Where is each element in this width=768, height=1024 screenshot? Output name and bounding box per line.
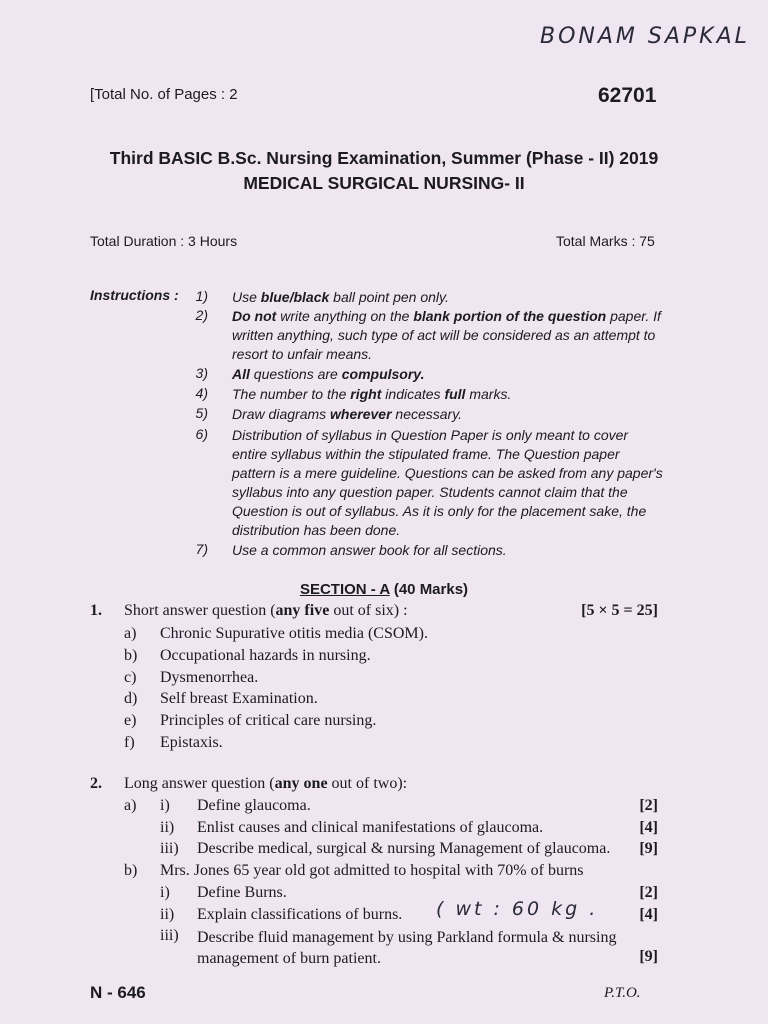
question-1-marks: [5 × 5 = 25] <box>581 602 658 619</box>
exam-title: Third BASIC B.Sc. Nursing Examination, Summer (Phase - II) 2019 <box>109 148 659 168</box>
sub-question-marks: [4] <box>639 819 658 836</box>
instruction-item: The number to the right indicates full marks. <box>232 386 512 402</box>
list-item-label: f) <box>124 734 135 751</box>
total-marks: Total Marks : 75 <box>556 233 655 249</box>
instruction-number: 2) <box>195 307 208 323</box>
instruction-item: All questions are compulsory. <box>232 366 425 382</box>
sub-question: Explain classifications of burns. <box>197 906 403 923</box>
list-item-label: a) <box>124 625 137 642</box>
instruction-number: 1) <box>195 288 208 304</box>
list-item: Principles of critical care nursing. <box>160 712 377 729</box>
sub-question-number: ii) <box>160 819 175 836</box>
question-2-stem: Long answer question (any one out of two): <box>124 775 408 792</box>
instruction-item: Do not write anything on the blank portion of the question paper. If written anything, such type of act will be considered as an attempt to resort to unfair means. <box>232 308 661 362</box>
list-item: Chronic Supurative otitis media (CSOM). <box>160 625 428 642</box>
list-item: Occupational hazards in nursing. <box>160 647 371 664</box>
footer-pto: P.T.O. <box>604 985 641 1001</box>
sub-question: Enlist causes and clinical manifestations of glaucoma. <box>197 819 544 836</box>
sub-question: Describe fluid management by using Parkland formula & nursing management of burn patient. <box>197 929 617 967</box>
list-item: Dysmenorrhea. <box>160 669 259 686</box>
paper-code: 62701 <box>598 84 657 107</box>
sub-question-number: iii) <box>160 840 179 857</box>
instruction-item: Distribution of syllabus in Question Paper is only meant to cover entire syllabus within the stipulated frame. The Question paper pattern is a mere guideline. Questions can be asked from any paper's syllabus into any question paper. Students cannot claim that the Question is out of syllabus. As it is only for the placement sake, the distribution has been done. <box>232 427 663 538</box>
section-a-heading: SECTION - A (40 Marks) <box>299 581 469 598</box>
instruction-item: Use a common answer book for all sections. <box>232 542 507 558</box>
list-item-label: c) <box>124 669 137 686</box>
sub-question-number: i) <box>160 884 170 901</box>
sub-question-marks: [9] <box>639 840 658 857</box>
total-duration: Total Duration : 3 Hours <box>90 233 238 249</box>
instruction-item: Draw diagrams wherever necessary. <box>232 406 463 422</box>
sub-question-number: i) <box>160 797 170 814</box>
instruction-number: 5) <box>195 405 208 421</box>
handwritten-weight-note: ( wt : 60 kg . <box>436 898 599 920</box>
instruction-number: 3) <box>195 365 208 381</box>
list-item-label: e) <box>124 712 137 729</box>
sub-question-marks: [4] <box>639 906 658 923</box>
handwritten-name: BONAM SAPKAL <box>540 24 750 49</box>
total-pages: [Total No. of Pages : 2 <box>90 86 238 103</box>
question-2-number: 2. <box>90 775 102 792</box>
question-2a-label: a) <box>124 797 137 814</box>
sub-question: Define glaucoma. <box>197 797 311 814</box>
instruction-number: 7) <box>195 541 208 557</box>
sub-question-marks: [2] <box>639 797 658 814</box>
instruction-item: Use blue/black ball point pen only. <box>232 289 449 305</box>
list-item: Self breast Examination. <box>160 690 318 707</box>
list-item-label: b) <box>124 647 138 664</box>
instructions-label: Instructions : <box>90 287 179 303</box>
list-item-label: d) <box>124 690 138 707</box>
sub-question-number: iii) <box>160 927 179 944</box>
instruction-number: 4) <box>195 385 208 401</box>
sub-question-marks: [2] <box>639 884 658 901</box>
list-item: Epistaxis. <box>160 734 223 751</box>
footer-code: N - 646 <box>90 983 146 1002</box>
question-2b-label: b) <box>124 862 138 879</box>
question-2b-stem: Mrs. Jones 65 year old got admitted to hospital with 70% of burns <box>160 862 584 879</box>
question-1-number: 1. <box>90 602 102 619</box>
sub-question-number: ii) <box>160 906 175 923</box>
subject-title: MEDICAL SURGICAL NURSING- II <box>243 173 525 193</box>
sub-question: Describe medical, surgical & nursing Management of glaucoma. <box>197 840 611 857</box>
sub-question: Define Burns. <box>197 884 287 901</box>
question-1-stem: Short answer question (any five out of six) : <box>124 602 408 619</box>
instruction-number: 6) <box>195 426 208 442</box>
sub-question-marks: [9] <box>639 948 658 965</box>
